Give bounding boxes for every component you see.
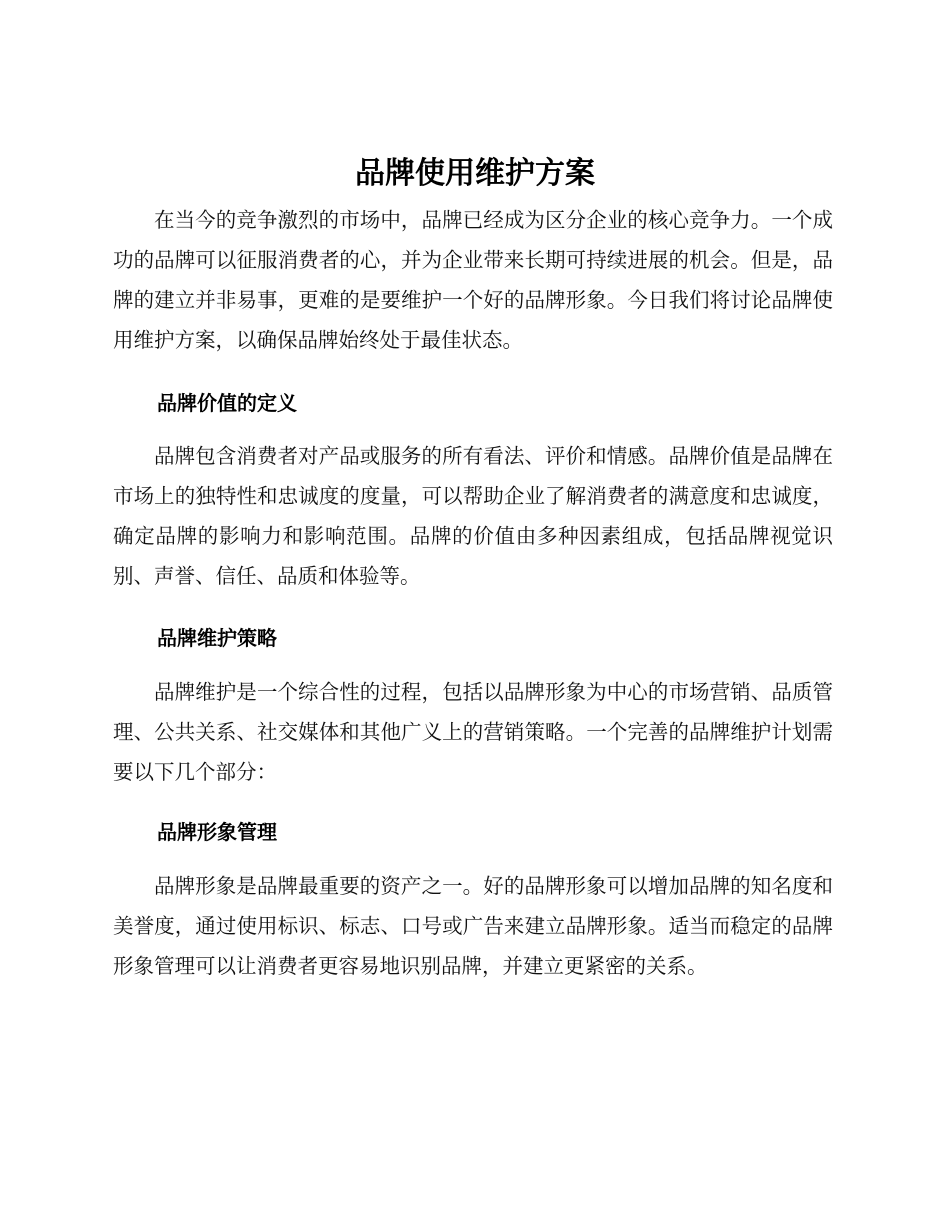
section-body-image-management: 品牌形象是品牌最重要的资产之一。好的品牌形象可以增加品牌的知名度和美誉度，通过使用标识、标志、口号或广告来建立品牌形象。适当而稳定的品牌形象管理可以让消费者更容易地识别品牌，并建立更紧密的关系。 — [113, 874, 833, 978]
intro-paragraph: 在当今的竞争激烈的市场中，品牌已经成为区分企业的核心竞争力。一个成功的品牌可以征服消费者的心，并为企业带来长期可持续进展的机会。但是，品牌的建立并非易事，更难的是要维护一个好的品牌形象。今日我们将讨论品牌使用维护方案，以确保品牌始终处于最佳状态。 — [113, 208, 833, 352]
section-heading-maintenance-strategy: 品牌维护策略 — [157, 626, 277, 650]
section-body-brand-value: 品牌包含消费者对产品或服务的所有看法、评价和情感。品牌价值是品牌在市场上的独特性和忠诚度的度量，可以帮助企业了解消费者的满意度和忠诚度，确定品牌的影响力和影响范围。品牌的价值由多种因素组成，包括品牌视觉识别、声誉、信任、品质和体验等。 — [113, 444, 833, 588]
section-heading-brand-value: 品牌价值的定义 — [157, 391, 297, 415]
section-heading-image-management: 品牌形象管理 — [157, 820, 277, 844]
document-title: 品牌使用维护方案 — [355, 156, 595, 191]
section-body-maintenance-strategy: 品牌维护是一个综合性的过程，包括以品牌形象为中心的市场营销、品质管理、公共关系、社交媒体和其他广义上的营销策略。一个完善的品牌维护计划需要以下几个部分： — [113, 680, 833, 784]
